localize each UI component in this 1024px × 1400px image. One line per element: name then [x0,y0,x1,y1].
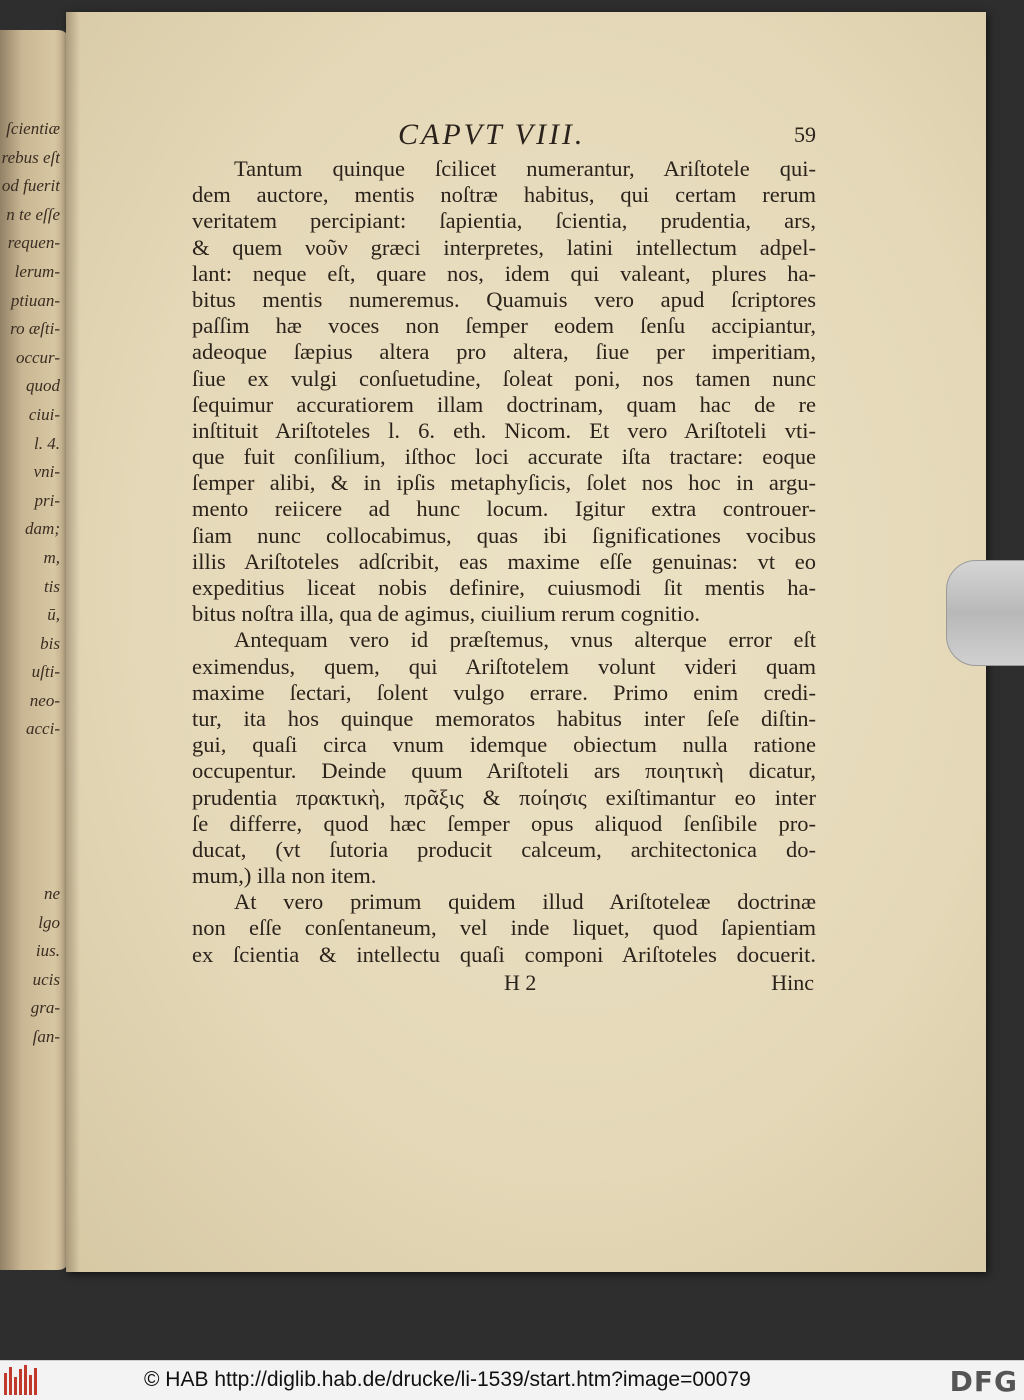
margin-fragment: od fuerit [1,176,60,196]
text-line: adeoque ſæpius altera pro altera, ſiue per imperitiam, [192,339,816,365]
previous-page-margin-text-lower [0,880,60,1052]
running-header [192,112,816,156]
margin-fragment: lerum- [14,261,60,281]
margin-fragment: ū, [47,605,60,625]
previous-page-margin-text-upper [0,115,60,744]
catchword: Hinc [771,969,814,995]
text-line: mento reiicere ad hunc locum. Igitur extra controuer- [192,496,816,522]
margin-fragment: requen- [7,233,60,253]
text-line: ſiam nunc collocabimus, quas ibi ſignificationes vocibus [192,522,816,548]
margin-fragment: ſan- [32,1026,60,1046]
text-line: bitus noſtra illa, qua de agimus, ciuilium rerum cognitio. [192,601,701,627]
margin-fragment: lgo [38,912,60,932]
text-line: ſiue ex vulgi conſuetudine, ſoleat poni, nos tamen nunc [192,365,816,391]
text-line: lant: neque eſt, quare nos, idem qui valeant, plures ha- [192,260,816,286]
margin-fragment: ciui- [28,404,60,424]
margin-fragment: ro æſti- [10,319,60,339]
margin-fragment: uſti- [31,662,60,682]
margin-fragment: ptiuan- [10,290,60,310]
margin-fragment: pri- [34,490,60,510]
text-line: At vero primum quidem illud Ariſtoteleæ doctrinæ [234,889,816,915]
margin-fragment: ucis [32,969,60,989]
page-clip [946,560,1024,666]
margin-fragment: ſcientiæ [6,119,60,138]
text-line: prudentia πρακτικὴ, πρᾶξις & ποίησις exiſtimantur eo inter [192,784,816,810]
margin-fragment: n te eſſe [6,204,60,224]
text-line: ex ſcientia & intellectu quaſi componi Ariſtoteles docuerit. [192,941,816,967]
margin-fragment: quod [26,376,60,396]
text-line: maxime ſectari, ſolent vulgo errare. Primo enim credi- [192,679,816,705]
text-line: ſemper alibi, & in ipſis metaphyſicis, ſolet nos hoc in argu- [192,470,816,496]
text-line: illis Ariſtoteles adſcribit, eas maxime eſſe genuinas: vt eo [192,548,816,574]
text-line: gui, quaſi circa vnum idemque obiectum nulla ratione [192,732,816,758]
text-line: eximendus, quem, qui Ariſtotelem volunt videri quam [192,653,816,679]
text-line: veritatem percipiant: ſapientia, ſcientia, prudentia, ars, [192,208,816,234]
page-text-block [192,112,816,998]
text-line: expeditius liceat nobis definire, cuiusmodi ſit mentis ha- [192,575,816,600]
hab-logo-icon [4,1365,38,1395]
chapter-title: CAPVT VIII. [398,118,586,151]
text-line: mum,) illa non item. [192,863,377,889]
margin-fragment: dam; [25,519,60,539]
margin-fragment: l. 4. [34,433,60,453]
text-line: inſtituit Ariſtoteles l. 6. eth. Nicom. Et vero Ariſtoteli vti- [192,417,816,443]
text-line: ſequimur accuratiorem illam doctrinam, quam hac de re [192,391,816,417]
text-line: Antequam vero id præſtemus, vnus alterque error eſt [234,627,816,653]
text-line: & quem νοῦν græci interpretes, latini intellectum adpel- [192,234,816,260]
margin-fragment: vni- [33,462,60,482]
text-line: dem auctore, mentis noſtræ habitus, qui certam rerum [192,182,816,208]
text-line: paſſim hæ voces non ſemper eodem ſenſu accipiantur, [192,313,816,339]
caption-bar [0,1360,1024,1400]
page-number: 59 [794,122,816,147]
text-line: Tantum quinque ſcilicet numerantur, Ariſtotele qui- [234,156,816,181]
page-gutter-shadow [66,12,80,1272]
margin-fragment: ius. [35,941,60,961]
margin-fragment: gra- [30,998,60,1018]
text-line: occupentur. Deinde quum Ariſtoteli ars ποιητικὴ dicatur, [192,758,816,784]
margin-fragment: ne [43,884,60,903]
text-line: non eſſe conſentaneum, vel inde liquet, quod ſapientiam [192,915,816,941]
body-text [192,156,816,968]
margin-fragment: neo- [29,690,60,710]
copyright-caption: © HAB http://diglib.hab.de/drucke/li-1539/start.htm?image=00079 [144,1368,751,1391]
text-line: tur, ita hos quinque memoratos habitus inter ſeſe diſtin- [192,705,816,731]
text-line: ſe differre, quod hæc ſemper opus aliquod ſenſibile pro- [192,810,816,836]
margin-fragment: m, [43,547,60,567]
page-footer [192,970,816,998]
margin-fragment: occur- [15,347,60,367]
margin-fragment: rebus eſt [1,147,60,167]
signature-mark: H 2 [504,969,537,995]
text-line: que fuit conſilium, iſthoc loci accurate iſta tractare: eoque [192,444,816,470]
margin-fragment: tis [43,576,60,596]
text-line: ducat, (vt ſutoria producit calceum, architectonica do- [192,836,816,862]
dfg-logo: DFG [949,1365,1018,1398]
margin-fragment: bis [40,633,60,653]
text-line: bitus mentis numeremus. Quamuis vero apud ſcriptores [192,286,816,312]
margin-fragment: acci- [26,719,60,739]
